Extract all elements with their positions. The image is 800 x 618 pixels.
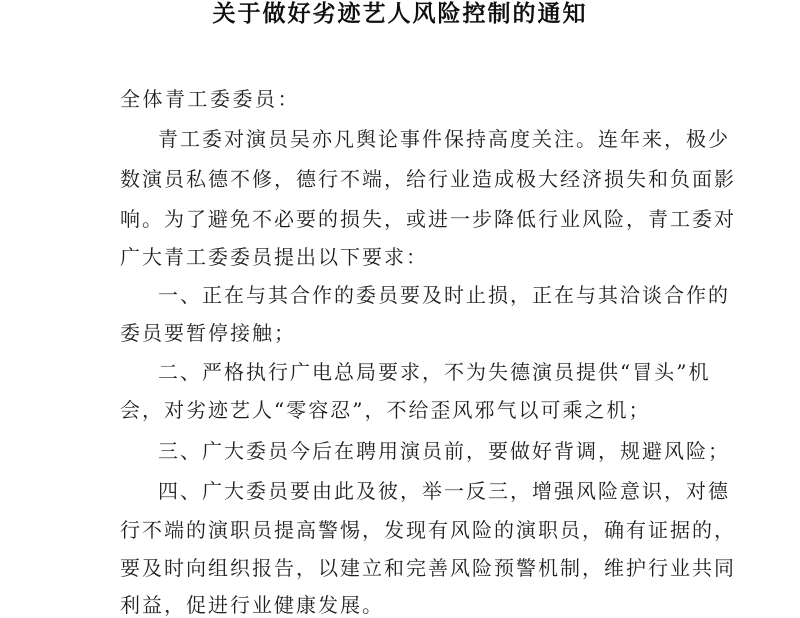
body-line: 四、广大委员要由此及彼，举一反三，增强风险意识，对德 — [158, 479, 730, 503]
body-line: 要及时向组织报告，以建立和完善风险预警机制，维护行业共同 — [120, 556, 736, 580]
body-line: 委员要暂停接触； — [120, 321, 296, 345]
body-line: 二、严格执行广电总局要求，不为失德演员提供“冒头”机 — [158, 360, 711, 384]
salutation: 全体青工委委员： — [120, 87, 300, 111]
body-line: 三、广大委员今后在聘用演员前，要做好背调，规避风险； — [158, 439, 730, 463]
body-line: 青工委对演员吴亦凡舆论事件保持高度关注。连年来，极少 — [158, 127, 730, 151]
document-title: 关于做好劣迹艺人风险控制的通知 — [212, 1, 588, 27]
body-line: 响。为了避免不必要的损失，或进一步降低行业风险，青工委对 — [120, 207, 736, 231]
body-line: 一、正在与其合作的委员要及时止损，正在与其洽谈合作的 — [158, 283, 730, 307]
body-line: 数演员私德不修，德行不端，给行业造成极大经济损失和负面影 — [120, 167, 736, 191]
body-line: 会，对劣迹艺人“零容忍”，不给歪风邪气以可乘之机； — [120, 398, 651, 422]
body-line: 广大青工委委员提出以下要求： — [120, 245, 428, 269]
body-line: 行不端的演职员提高警惕，发现有风险的演职员，确有证据的， — [120, 518, 736, 542]
body-line: 利益，促进行业健康发展。 — [120, 593, 384, 617]
